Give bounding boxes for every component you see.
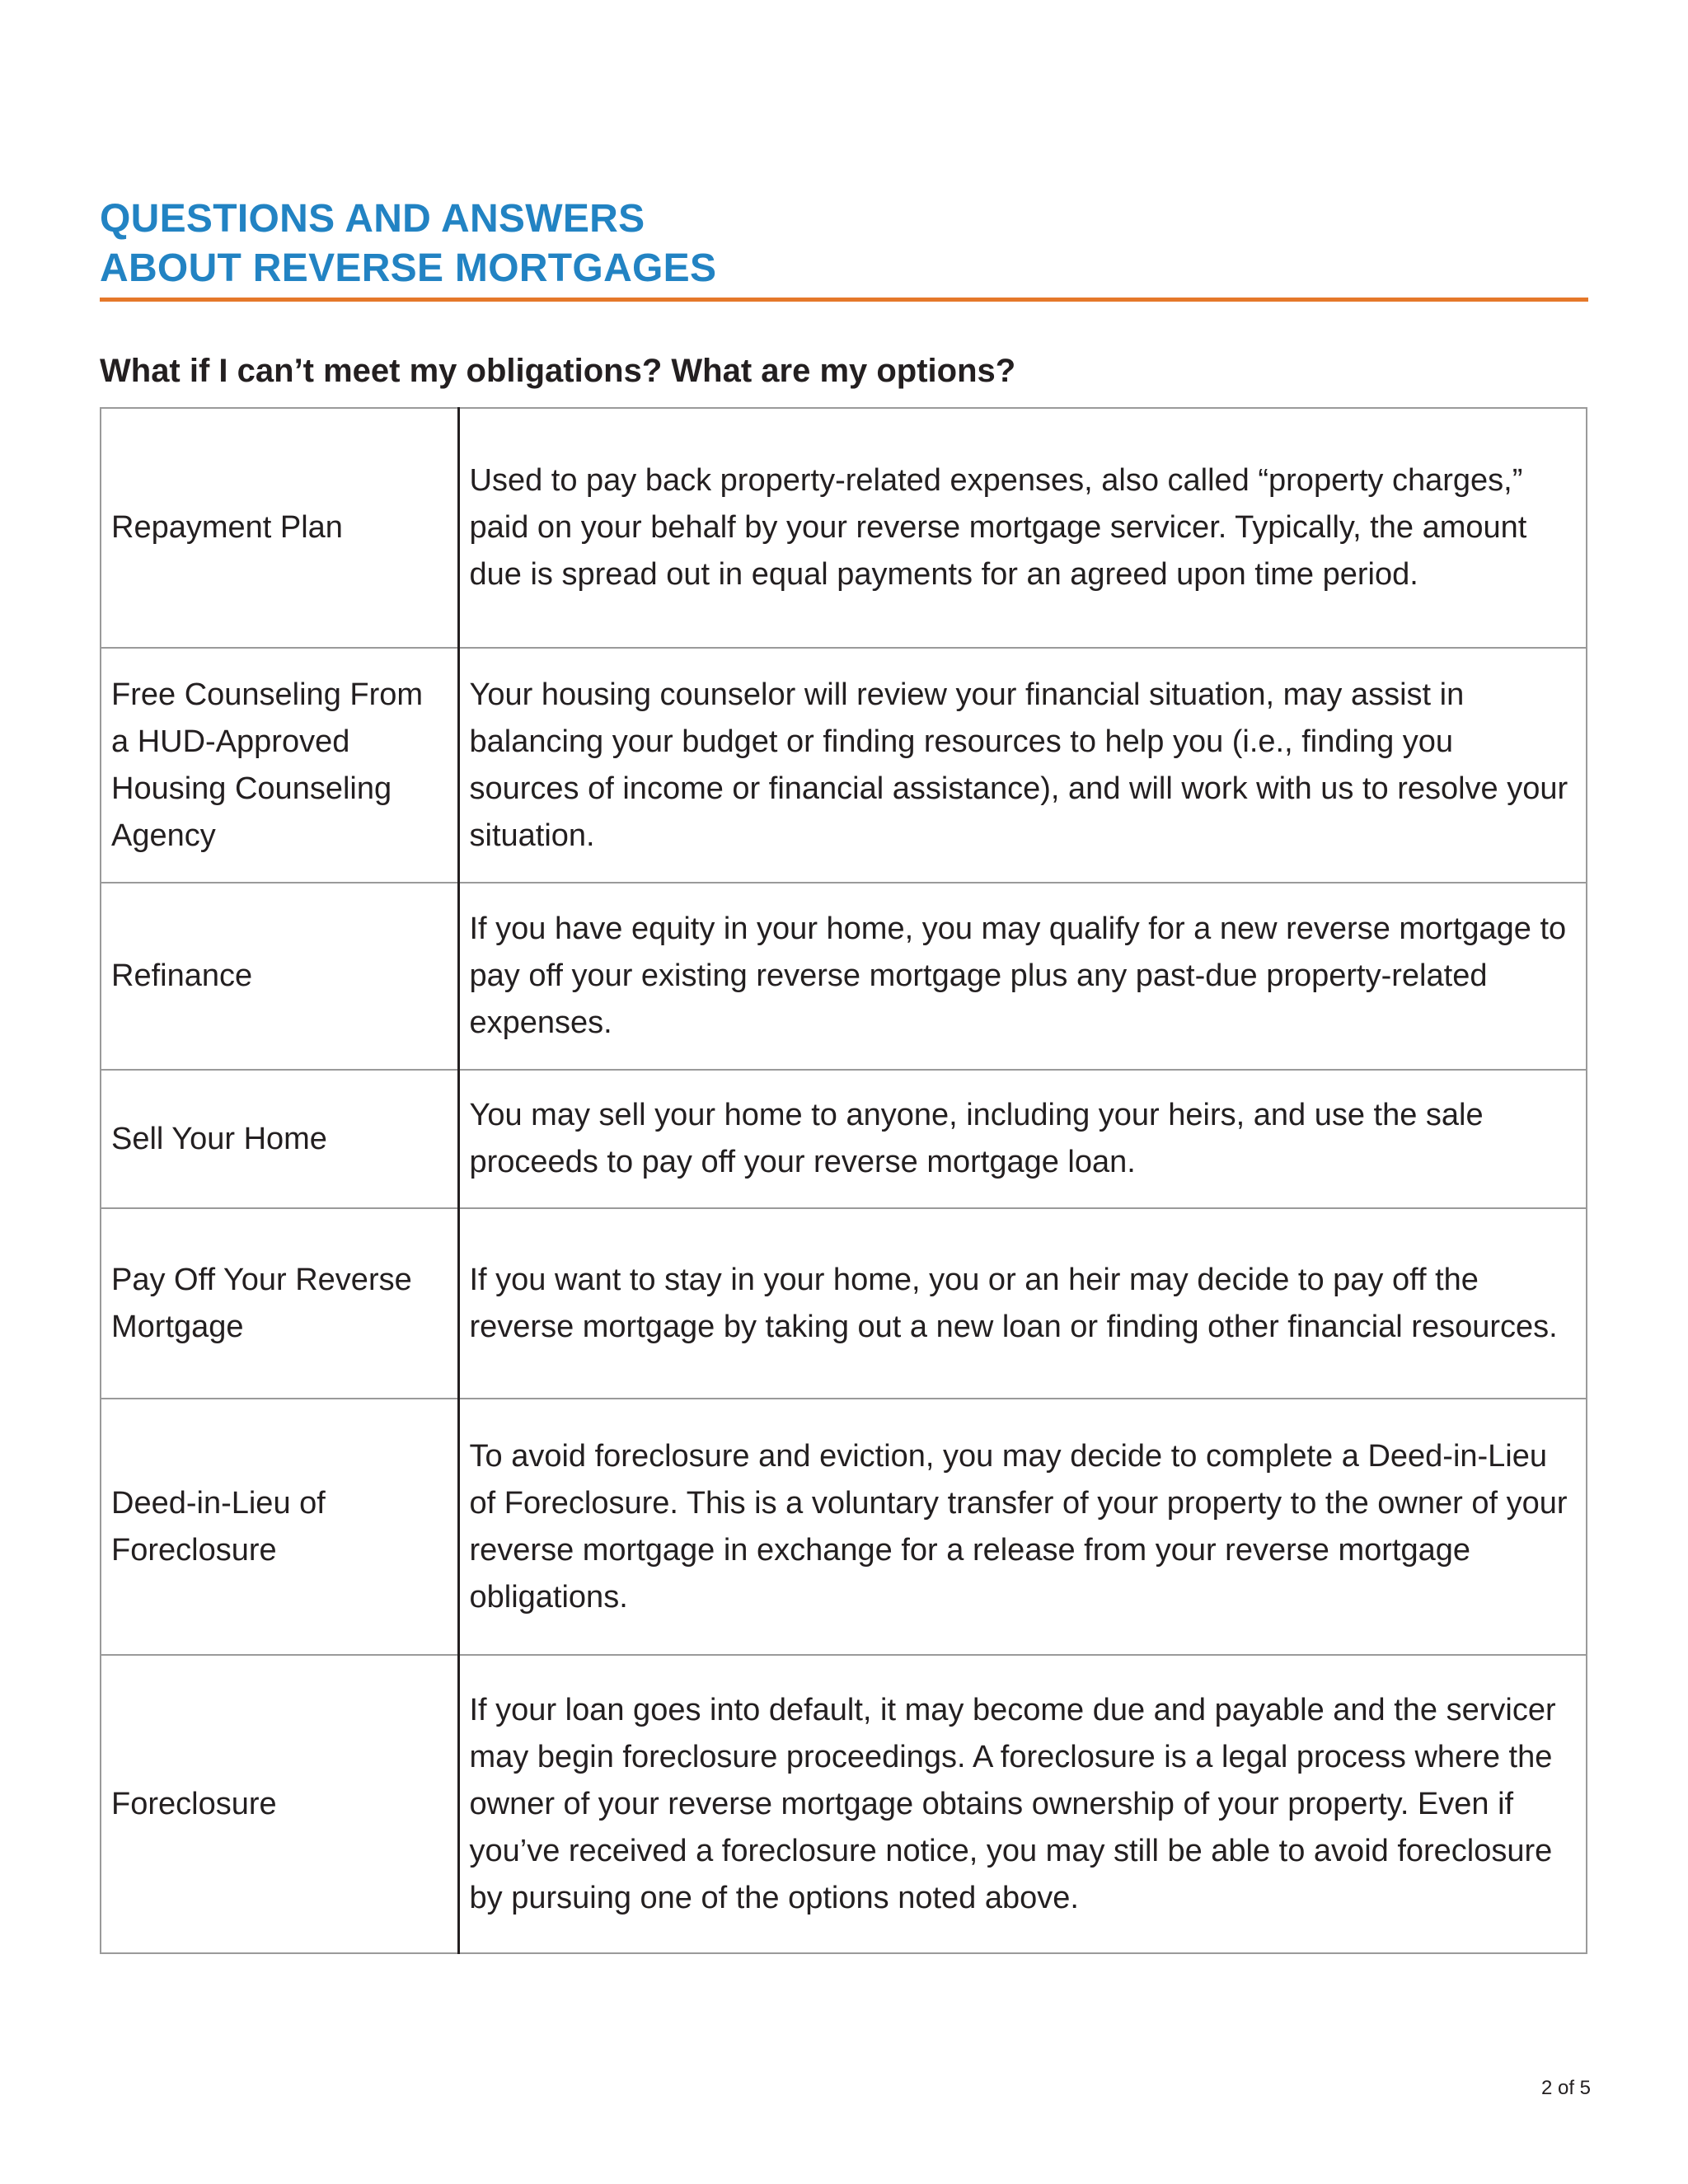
option-description: If you have equity in your home, you may qualify for a new reverse mortgage to pay off your existing reverse mortgage plus any past-due property-related expenses. [458,883,1587,1070]
option-name: Repayment Plan [101,408,458,648]
table-row [101,648,1587,883]
option-name: Refinance [101,883,458,1070]
table-row [101,883,1587,1070]
table-row [101,1655,1587,1953]
option-name: Sell Your Home [101,1070,458,1208]
page-number: 2 of 5 [1540,2077,1591,2099]
option-description: Your housing counselor will review your financial situation, may assist in balancing your budget or finding resources to help you (i.e., finding you sources of income or financial assistance), and will work with us to resolve your situation. [458,648,1587,883]
option-description: You may sell your home to anyone, including your heirs, and use the sale proceeds to pay off your reverse mortgage loan. [458,1070,1587,1208]
option-description: Used to pay back property-related expenses, also called “property charges,” paid on your behalf by your reverse mortgage servicer. Typically, the amount due is spread out in equal payments for an agreed upon time period. [458,408,1587,648]
section-question: What if I can’t meet my obligations? What are my options? [100,353,1016,389]
option-name: Deed-in-Lieu of Foreclosure [101,1399,458,1655]
table-row [101,1399,1587,1655]
option-description: If you want to stay in your home, you or an heir may decide to pay off the reverse mortgage by taking out a new loan or finding other financial resources. [458,1208,1587,1399]
page-header [100,194,1588,293]
options-table [100,407,1587,1954]
table-row [101,408,1587,648]
option-name: Free Counseling From a HUD-Approved Housing Counseling Agency [101,648,458,883]
page-title-line-1: QUESTIONS AND ANSWERS [100,197,645,241]
option-description: To avoid foreclosure and eviction, you may decide to complete a Deed-in-Lieu of Foreclosure. This is a voluntary transfer of your property to the owner of your reverse mortgage in exchange for a release from your reverse mortgage obligations. [458,1399,1587,1655]
option-name: Foreclosure [101,1655,458,1953]
table-row [101,1070,1587,1208]
header-divider [100,298,1588,302]
option-name: Pay Off Your Reverse Mortgage [101,1208,458,1399]
table-row [101,1208,1587,1399]
page-title-line-2: ABOUT REVERSE MORTGAGES [100,246,717,290]
option-description: If your loan goes into default, it may become due and payable and the servicer may begin foreclosure proceedings. A foreclosure is a legal process where the owner of your reverse mortgage obtains ownership of your property. Even if you’ve received a foreclosure notice, you may still be able to avoid foreclosure by pursuing one of the options noted above. [458,1655,1587,1953]
